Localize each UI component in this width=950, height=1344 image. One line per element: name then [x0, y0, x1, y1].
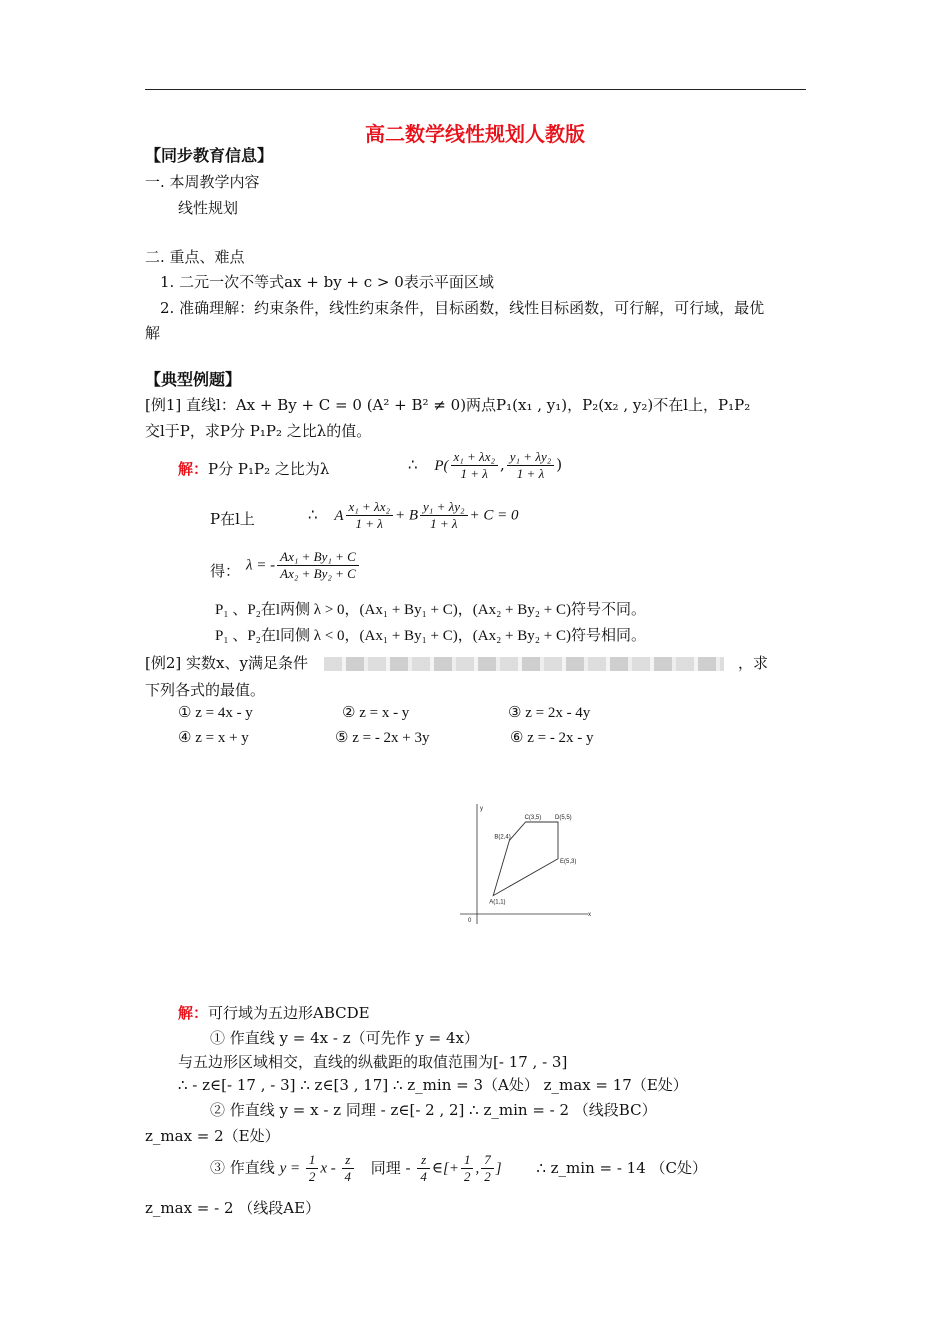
solution2-row2: ① 作直线 y = 4x - z（可先作 y = 4x）	[210, 1029, 479, 1047]
solution1-row1	[178, 460, 329, 478]
line-point-1: 1. 二元一次不等式ax + by + c > 0表示平面区域	[160, 273, 494, 291]
objective-6: ⑥ z = - 2x - y	[510, 730, 594, 746]
solution2-row7: ③ 作直线 y = $\frac{1}{2}$ x - $\frac{z}{4}$ 同理 - $\frac{z}{4}$ ∈[+ $\frac{1}{2}$ , $\frac{7}{2}$ ] ∴ z_min = - 14 （C处）	[210, 1152, 708, 1184]
solution1-row4: P₁ 、P₂在l两侧 λ > 0，(Ax₁ + By₁ + C)，(Ax₂ + By₂ + C)符号不同。	[215, 602, 646, 618]
line-linear-programming: 线性规划	[178, 199, 239, 217]
row7-result: ∴ z_min = - 14 （C处）	[536, 1158, 708, 1177]
vertex-label-d: D(5,5)	[555, 815, 572, 821]
frac-x: $\frac{\text{x₁ + λx₂}}{1 + \lambda}$	[451, 449, 498, 482]
solution2-region: 可行域为五边形ABCDE	[208, 1004, 370, 1022]
solution2-row5: ② 作直线 y = x - z 同理 - z∈[- 2 , 2] ∴ z_min = - 2 （线段BC）	[210, 1101, 657, 1119]
solution1-p-coord: ∴ P( $\frac{\text{x₁ + λx₂}}{1 + \lambda}$ , $\frac{\text{y₁ + λy₂}}{1 + \lambda}$ )	[408, 449, 563, 481]
example1-line1: [例1] 直线l：Ax + By + C = 0 (A² + B² ≠ 0)两点P₁(x₁ , y₁)，P₂(x₂ , y₂)不在l上，P₁P₂	[145, 396, 751, 414]
solution2-row8: z_max = - 2 （线段AE）	[145, 1199, 321, 1217]
section-typical: 【典型例题】	[145, 370, 242, 389]
therefore-symbol: ∴	[308, 505, 318, 524]
solution2-row1	[178, 1004, 370, 1022]
feasible-region-diagram	[452, 800, 602, 930]
origin-label: 0	[468, 918, 472, 924]
solution1-row3-pre: 得：	[210, 562, 241, 580]
solution1-ratio-text: P分 P₁P₂ 之比为λ	[208, 460, 330, 478]
vertex-label-c: C(3,5)	[524, 815, 542, 821]
frac-x: $\frac{\text{x₁ + λx₂}}{1 + \lambda}$	[346, 499, 393, 532]
solution2-row4: ∴ - z∈[- 17 , - 3] ∴ z∈[3 , 17] ∴ z_min = 3（A处） z_max = 17（E处）	[178, 1076, 688, 1094]
line-key-points: 二. 重点、难点	[145, 248, 245, 266]
solution-label: 解：	[178, 460, 209, 478]
example2-line1	[145, 654, 768, 672]
frac-lambda: $\frac{\text{Ax₁ + By₁ + C}}{\text{Ax₂ + By₂ + C}}$	[277, 549, 359, 582]
frac-half-b: $\frac{1}{2}$	[461, 1152, 474, 1185]
therefore-symbol: ∴	[408, 455, 418, 474]
example2-line2: 下列各式的最值。	[145, 681, 266, 699]
objective-5: ⑤ z = - 2x + 3y	[335, 730, 430, 746]
solution2-row6: z_max = 2（E处）	[145, 1127, 280, 1145]
solution1-row2-eq: ∴ A $\frac{\text{x₁ + λx₂}}{1 + \lambda}$ + B $\frac{\text{y₁ + λy₂}}{1 + \lambda}$ + C = 0	[308, 499, 519, 531]
solution1-lambda: λ = - $\frac{\text{Ax₁ + By₁ + C}}{\text{Ax₂ + By₂ + C}}$	[246, 549, 361, 582]
section-sync-info: 【同步教育信息】	[145, 146, 274, 165]
top-rule	[145, 89, 806, 90]
objective-3: ③ z = 2x - 4y	[508, 705, 591, 721]
frac-seven-half: $\frac{7}{2}$	[481, 1152, 494, 1185]
objective-4: ④ z = x + y	[178, 730, 249, 746]
frac-y: $\frac{\text{y₁ + λy₂}}{1 + \lambda}$	[507, 449, 554, 482]
example2-end: ，求	[737, 654, 768, 672]
vertex-label-e: E(5,3)	[560, 858, 577, 865]
solution1-row2-pre: P在l上	[210, 510, 255, 528]
solution1-row5: P₁ 、P₂在l同侧 λ < 0，(Ax₁ + By₁ + C)，(Ax₂ + By₂ + C)符号相同。	[215, 628, 646, 644]
line-point-2: 2. 准确理解：约束条件，线性约束条件，目标函数，线性目标函数，可行解，可行域，最优	[160, 299, 765, 317]
frac-y: $\frac{\text{y₁ + λy₂}}{1 + \lambda}$	[420, 499, 467, 532]
page-title: 高二数学线性规划人教版	[365, 122, 585, 146]
constraint-image	[324, 657, 724, 671]
frac-z-4: $\frac{z}{4}$	[342, 1152, 355, 1185]
x-axis-label: x	[588, 912, 591, 918]
y-axis-label: y	[480, 806, 483, 812]
feasible-pentagon	[493, 822, 558, 896]
line-week-content: 一. 本周教学内容	[145, 173, 260, 191]
solution2-row3: 与五边形区域相交，直线的纵截距的取值范围为[- 17 , - 3]	[178, 1053, 568, 1071]
objective-2: ② z = x - y	[342, 705, 410, 721]
objective-1: ① z = 4x - y	[178, 705, 253, 721]
vertex-label-b: B(2,4)	[494, 834, 511, 841]
frac-z-4b: $\frac{z}{4}$	[417, 1152, 430, 1185]
row7-prefix: ③ 作直线	[210, 1158, 275, 1177]
solution-label: 解：	[178, 1004, 209, 1022]
example2-intro: [例2] 实数x、y满足条件	[145, 654, 308, 672]
frac-half: $\frac{1}{2}$	[306, 1152, 319, 1185]
line-point-2-cont: 解	[145, 324, 161, 342]
example1-line2: 交l于P，求P分 P₁P₂ 之比λ的值。	[145, 422, 372, 440]
vertex-label-a: A(1,1)	[489, 899, 506, 906]
